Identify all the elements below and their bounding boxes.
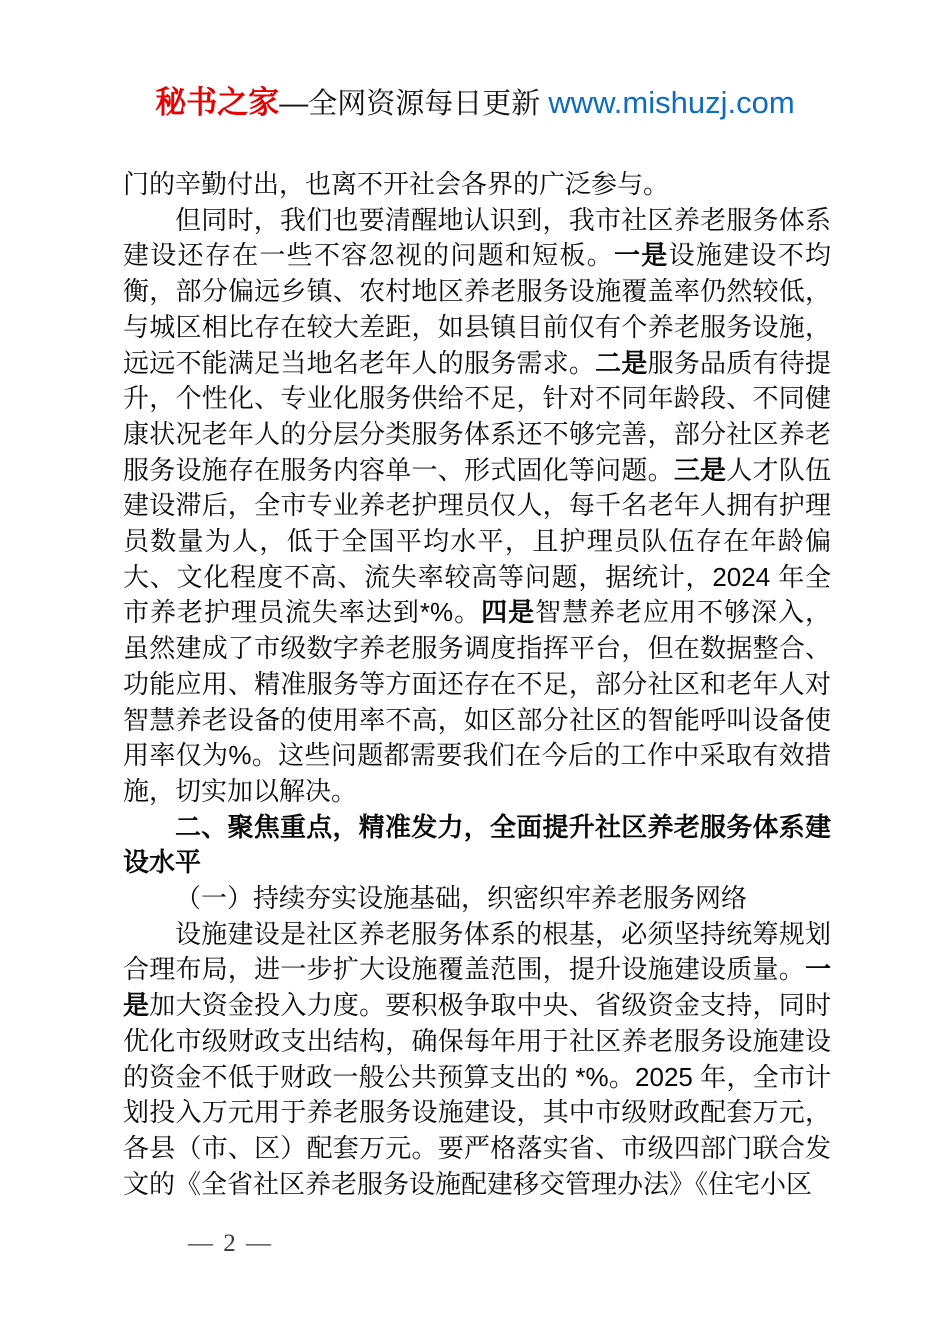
bold-run: 二、聚焦重点，精准发力，全面提升社区养老服务体系建设水平 [123, 811, 831, 878]
section-heading [123, 810, 831, 881]
bold-run: 一是 [614, 240, 669, 271]
text-run: 人才队伍建设滞后，全市专业养老护理员仅人，每千名老年人拥有护理员数量为人，低于全国平均水平，且护理员队伍存在年龄偏大、文化程度不高、流失率较高等问题，据统计，2024 年全市养老护理员流失率达到*%。 [123, 454, 831, 628]
text-run: 但同时，我们也要清醒地认识到，我市社区养老服务体系建设还存在一些不容忽视的问题和短板。 [123, 204, 831, 271]
paragraph [123, 167, 831, 203]
bold-run: 四是 [481, 597, 536, 628]
text-run: 门的辛勤付出，也离不开社会各界的广泛参与。 [123, 169, 670, 199]
site-url-link[interactable]: www.mishuzj.com [548, 85, 795, 120]
paragraph [123, 203, 831, 810]
site-header [0, 84, 950, 123]
text-run: 设施建设不均衡，部分偏远乡镇、农村地区养老服务设施覆盖率仍然较低，与城区相比存在较大差距，如县镇目前仅有个养老服务设施，远远不能满足当地名老年人的服务需求。 [123, 240, 831, 378]
document-body [123, 167, 831, 1202]
paragraph [123, 881, 831, 917]
site-tagline: —全网资源每日更新 [279, 88, 549, 120]
text-run: 加大资金投入力度。要积极争取中央、省级资金支持，同时优化市级财政支出结构，确保每年用于社区养老服务设施建设的资金不低于财政一般公共预算支出的 *%。2025 年，全市计划投入万元用于养老服务设施建设，其中市级财政配套万元，各县（市、区）配套万元。要严格落实省、市级四部门联合发文的《全省社区养老服务设施配建移交管理办法》《住宅小区 [123, 990, 831, 1199]
bold-run: 二是 [595, 347, 648, 378]
text-run: （一）持续夯实设施基础，织密织牢养老服务网络 [175, 883, 748, 914]
text-run: 设施建设是社区养老服务体系的根基，必须坚持统筹规划合理布局，进一步扩大设施覆盖范围，提升设施建设质量。 [123, 918, 831, 985]
site-name: 秘书之家 [155, 85, 280, 120]
page-number: — 2 — [188, 1230, 273, 1257]
text-run: 服务品质有待提升，个性化、专业化服务供给不足，针对不同年龄段、不同健康状况老年人的分层分类服务体系还不够完善，部分社区养老服务设施存在服务内容单一、形式固化等问题。 [123, 347, 831, 485]
bold-run: 三是 [673, 454, 727, 485]
paragraph [123, 917, 831, 1203]
bold-run: 一是 [123, 954, 831, 1021]
text-run: 智慧养老应用不够深入，虽然建成了市级数字养老服务调度指挥平台，但在数据整合、功能应用、精准服务等方面还存在不足，部分社区和老年人对智慧养老设备的使用率不高，如区部分社区的智能呼叫设备使用率仅为%。这些问题都需要我们在今后的工作中采取有效措施，切实加以解决。 [123, 597, 831, 806]
